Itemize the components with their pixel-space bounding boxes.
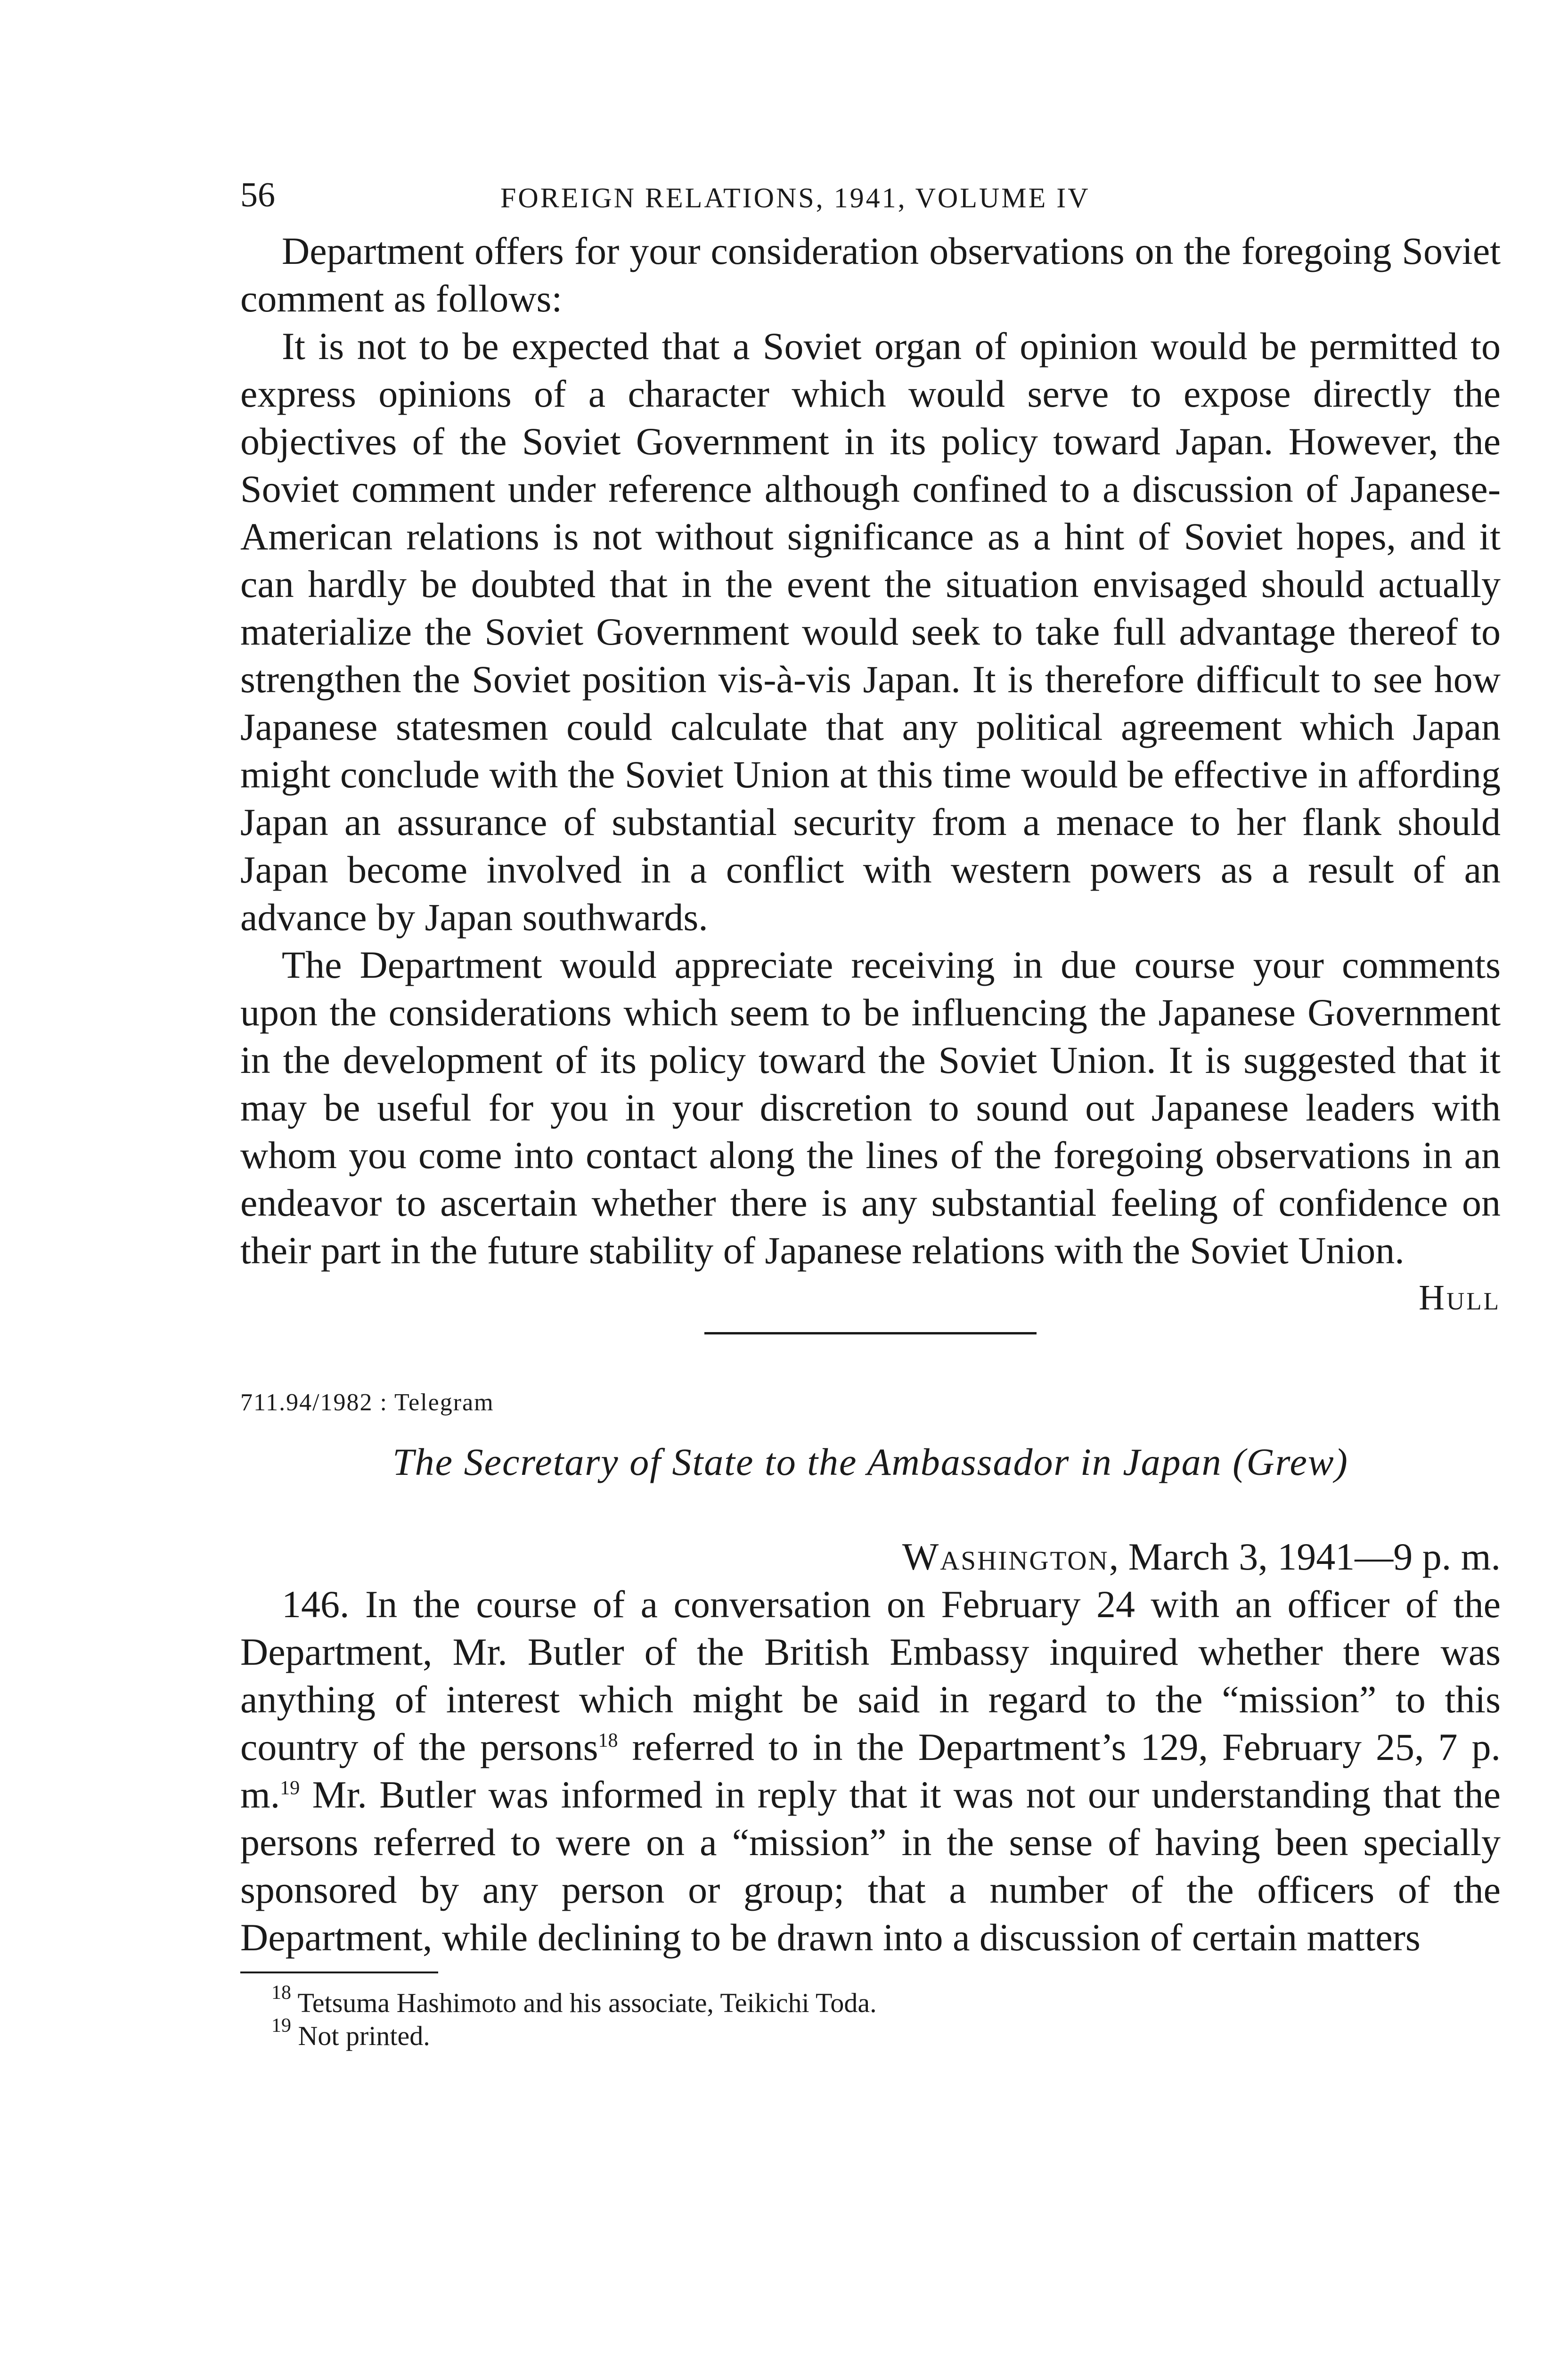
footnote-divider [240, 1972, 438, 1973]
footnote [271, 1982, 1501, 2020]
running-head [240, 175, 1501, 227]
page-number: 56 [240, 176, 275, 214]
running-title: FOREIGN RELATIONS, 1941, VOLUME IV [500, 182, 1090, 213]
paragraph-text: Mr. Butler was informed in reply that it was not our understanding that the persons referred to were on a “mission” in the sense of having been specially sponsored by any person or group; that a number of the officers of the Department, while declining to be drawn into a discussion of certain matters [240, 1773, 1501, 1959]
dateline-date: , March 3, 1941—9 p. m. [1109, 1535, 1501, 1578]
footnote-mark: 19 [271, 2015, 291, 2037]
body-paragraph [240, 1580, 1501, 1961]
section-divider [704, 1332, 1037, 1334]
footnote [271, 2015, 1501, 2053]
body-paragraph: It is not to be expected that a Soviet organ of opinion would be permitted to express opinions of a character which would serve to expose directly the objectives of the Soviet Government in its policy toward Japan. However, the Soviet comment under reference although confined to a discussion of Japanese-American relations is not without significance as a hint of Soviet hopes, and it can hardly be doubted that in the event the situation envisaged should actually materialize the Soviet Government would seek to take full advantage thereof to strengthen the Soviet position vis-à-vis Japan. It is therefore difficult to see how Japanese statesmen could calculate that any political agreement which Japan might conclude with the Soviet Union at this time would be effective in affording Japan an assurance of substantial security from a menace to her flank should Japan become involved in a conflict with western powers as a result of an advance by Japan southwards. [240, 325, 1501, 939]
paragraph-text: 146. In the course of a conversation on February 24 with an officer of the Department, Mr. Butler of the British Embassy inquired whether there was anything of interest which might be said in regard to the “mission” to this country of the persons [240, 1583, 1501, 1768]
signature: Hull [1419, 1278, 1501, 1317]
body-paragraph: The Department would appreciate receiving in due course your comments upon the considerations which seem to be influencing the Japanese Government in the development of its policy toward the Soviet Union. It is suggested that it may be useful for you in your discretion to sound out Japanese leaders with whom you come into contact along the lines of the foregoing observations in an endeavor to ascertain whether there is any substantial feeling of confidence on their part in the future stability of Japanese relations with the Soviet Union. [240, 943, 1501, 1272]
body-paragraph: Department offers for your consideration observations on the foregoing Soviet comment as follows: [240, 229, 1501, 320]
footnote-text: Not printed. [291, 2021, 430, 2051]
continued-telegram-body [240, 227, 1501, 1274]
footnote-reference: 19 [280, 1777, 300, 1799]
document-title: The Secretary of State to the Ambassador in Japan (Grew) [392, 1440, 1348, 1483]
footnote-mark: 18 [271, 1982, 291, 2004]
telegram-body [240, 1580, 1501, 1961]
dateline [240, 1533, 1501, 1580]
document-page [240, 175, 1501, 2053]
footnote-reference: 18 [598, 1730, 618, 1751]
file-reference: 711.94/1982 : Telegram [240, 1389, 494, 1416]
dateline-place: Washington [902, 1535, 1109, 1578]
footnote-text: Tetsuma Hashimoto and his associate, Teikichi Toda. [291, 1988, 877, 2018]
footnotes [240, 1982, 1501, 2053]
paragraph-text: referred to in the Department’s 129, February 25, 7 p. m. [240, 1726, 1501, 1816]
